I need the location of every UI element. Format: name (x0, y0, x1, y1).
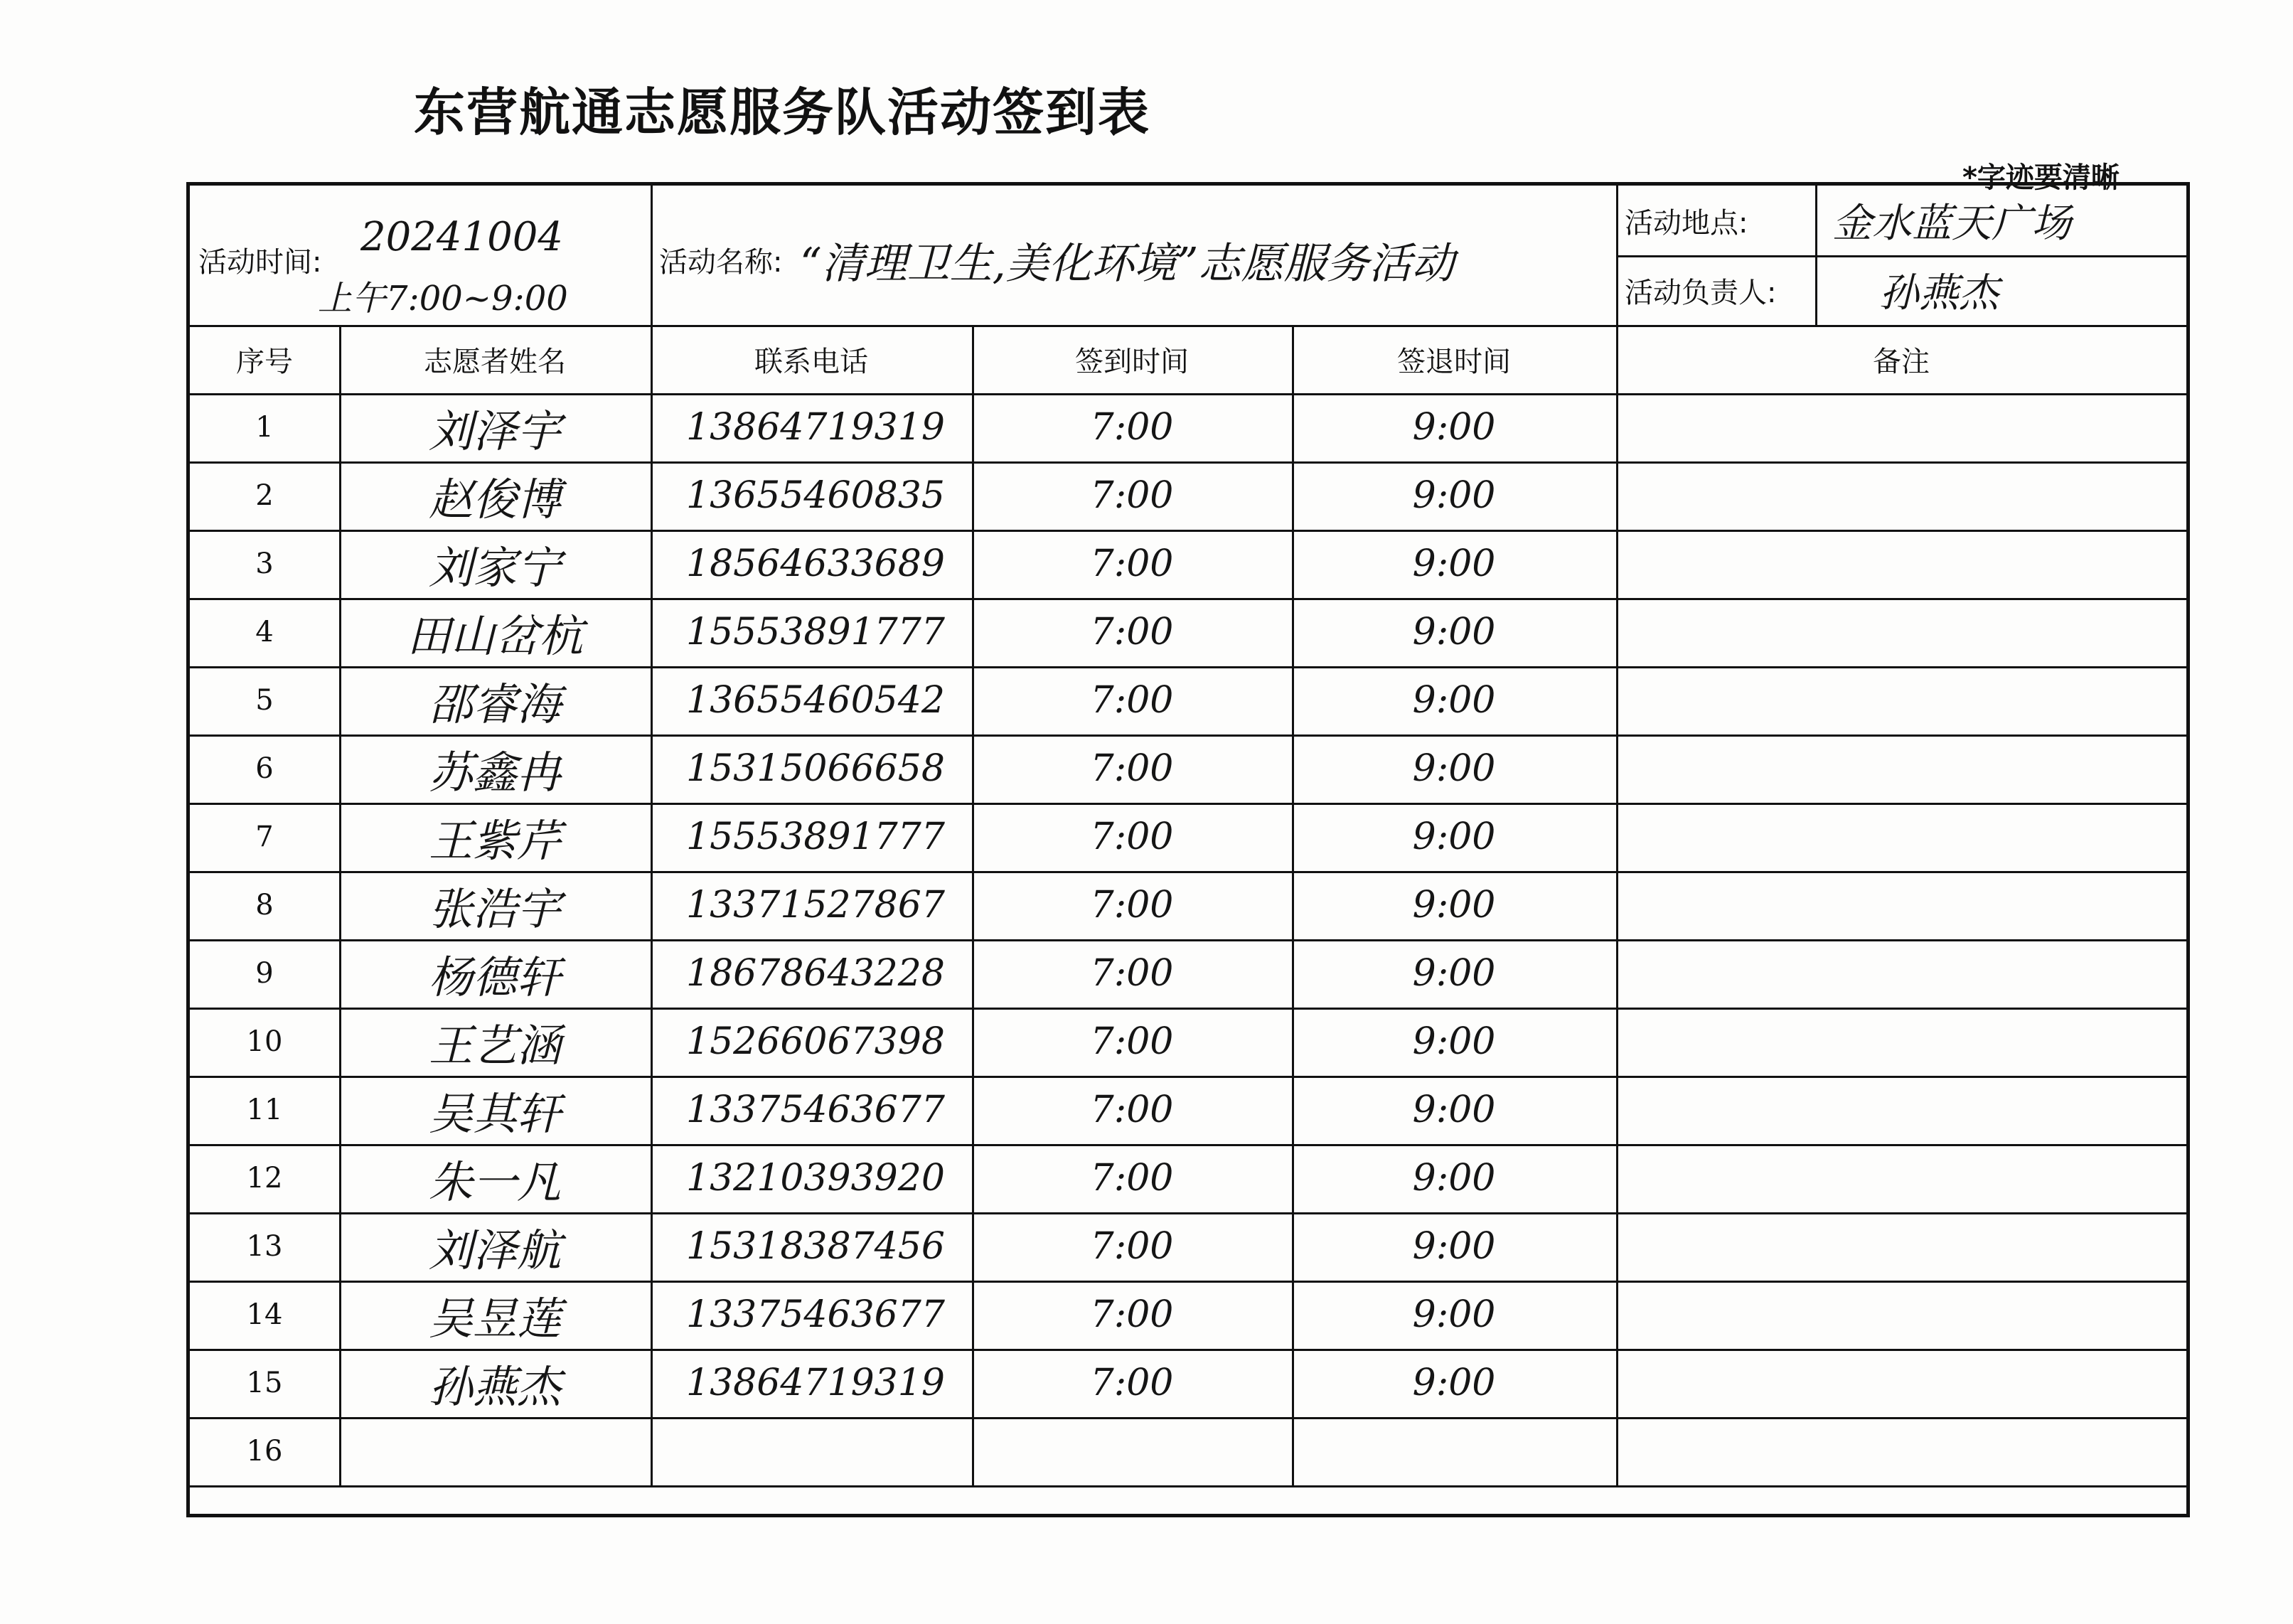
row-number: 11 (246, 1094, 283, 1126)
table-row (190, 530, 2186, 598)
sheet-title: 东营航通志愿服务队活动签到表 (413, 82, 1150, 142)
row-number: 14 (246, 1298, 283, 1331)
phone-number: 15553891777 (686, 816, 945, 858)
phone-number: 15553891777 (686, 611, 945, 653)
phone-number: 13864719319 (686, 1362, 945, 1404)
remark (1616, 803, 2186, 871)
remark (1616, 939, 2186, 1008)
activity-leader-value-cell (1815, 255, 2186, 325)
remark (1616, 871, 2186, 939)
activity-leader-value: 孙燕杰 (1879, 270, 1999, 316)
phone-number: 15318387456 (686, 1225, 945, 1268)
table-row (190, 1076, 2186, 1144)
sign-out-time: 9:00 (1412, 952, 1496, 995)
row-number: 7 (255, 821, 274, 853)
sign-out-time: 9:00 (1412, 543, 1496, 585)
col-header-remark: 备注 (1873, 345, 1930, 378)
volunteer-name (339, 1417, 651, 1485)
table-row (190, 461, 2186, 530)
col-header-no: 序号 (236, 345, 293, 378)
phone-number: 15315066658 (686, 747, 945, 790)
table-row (190, 871, 2186, 939)
activity-leader-label: 活动负责人: (1625, 276, 1777, 309)
row-number: 8 (255, 889, 274, 921)
table-row (190, 598, 2186, 666)
volunteer-name: 刘泽宇 (428, 405, 561, 457)
row-number: 13 (246, 1230, 283, 1263)
col-header-name: 志愿者姓名 (424, 345, 566, 378)
remark (1616, 393, 2186, 461)
col-header-signin: 签到时间 (1075, 345, 1189, 378)
row-number: 2 (255, 479, 274, 512)
table-row (190, 1349, 2186, 1417)
sign-in-time: 7:00 (1090, 1157, 1174, 1200)
sign-in-time: 7:00 (1090, 474, 1174, 517)
sign-out-time: 9:00 (1412, 816, 1496, 858)
activity-place-label: 活动地点: (1625, 206, 1748, 240)
sign-out-time: 9:00 (1412, 1089, 1496, 1131)
volunteer-name: 王艺涵 (428, 1019, 561, 1072)
volunteer-name: 刘泽航 (428, 1224, 561, 1276)
volunteer-name: 孙燕杰 (428, 1360, 561, 1413)
sign-out-time (1292, 1417, 1616, 1485)
sign-out-time: 9:00 (1412, 884, 1496, 926)
row-number: 3 (255, 547, 274, 580)
row-number: 4 (255, 616, 274, 648)
sign-in-time: 7:00 (1090, 611, 1174, 653)
activity-place-value-cell (1815, 186, 2186, 255)
legibility-note: *字迹要清晰 (1962, 161, 2120, 194)
sign-out-time: 9:00 (1412, 406, 1496, 449)
sign-out-time: 9:00 (1412, 1362, 1496, 1404)
sign-in-time (972, 1417, 1292, 1485)
sign-in-time: 7:00 (1090, 952, 1174, 995)
table-row (190, 734, 2186, 803)
row-number: 6 (255, 752, 274, 785)
remark (1616, 734, 2186, 803)
volunteer-name: 王紫芹 (428, 814, 561, 867)
sign-in-time: 7:00 (1090, 1020, 1174, 1063)
col-header-signout: 签退时间 (1397, 345, 1511, 378)
table-row (190, 1008, 2186, 1076)
activity-name-value: “清理卫生,美化环境”志愿服务活动 (800, 239, 1455, 289)
remark (1616, 666, 2186, 734)
volunteer-name: 朱一凡 (428, 1155, 561, 1208)
phone-number: 13375463677 (686, 1089, 945, 1131)
remark (1616, 598, 2186, 666)
activity-time-label: 活动时间: (198, 246, 322, 279)
volunteer-name: 张浩宇 (428, 882, 561, 935)
phone-number: 13375463677 (686, 1293, 945, 1336)
remark (1616, 1212, 2186, 1281)
remark (1616, 1281, 2186, 1349)
phone-number: 18678643228 (686, 952, 945, 995)
activity-place-value: 金水蓝天广场 (1832, 201, 2071, 247)
row-number: 16 (246, 1435, 283, 1468)
activity-time-cell (190, 186, 651, 325)
table-row (190, 1281, 2186, 1349)
sign-out-time: 9:00 (1412, 1225, 1496, 1268)
table-row (190, 666, 2186, 734)
remark (1616, 1349, 2186, 1417)
volunteer-name: 吴其轩 (428, 1087, 561, 1140)
activity-leader-label-cell (1616, 255, 1815, 325)
remark (1616, 1008, 2186, 1076)
remark (1616, 1417, 2186, 1485)
sign-in-time: 7:00 (1090, 1362, 1174, 1404)
row-number: 9 (255, 957, 274, 990)
activity-name-cell (651, 186, 1616, 325)
volunteer-name: 杨德轩 (428, 951, 561, 1003)
phone-number: 13210393920 (686, 1157, 945, 1200)
col-header-phone: 联系电话 (754, 345, 868, 378)
sign-in-time: 7:00 (1090, 1089, 1174, 1131)
phone-number: 13371527867 (686, 884, 945, 926)
sign-in-table (186, 182, 2190, 1517)
sign-out-time: 9:00 (1412, 1293, 1496, 1336)
phone-number: 13655460542 (686, 679, 945, 722)
sign-out-time: 9:00 (1412, 474, 1496, 517)
remark (1616, 461, 2186, 530)
table-row (190, 803, 2186, 871)
table-row (190, 1417, 2186, 1485)
volunteer-name: 刘家宁 (428, 541, 561, 594)
sign-in-time: 7:00 (1090, 747, 1174, 790)
activity-hours-value: 上午7:00~9:00 (318, 279, 568, 319)
phone-number (651, 1417, 972, 1485)
sign-in-time: 7:00 (1090, 884, 1174, 926)
phone-number: 15266067398 (686, 1020, 945, 1063)
sign-in-time: 7:00 (1090, 679, 1174, 722)
phone-number: 13655460835 (686, 474, 945, 517)
sign-out-time: 9:00 (1412, 747, 1496, 790)
sign-out-time: 9:00 (1412, 1157, 1496, 1200)
volunteer-name: 田山岔杭 (406, 609, 583, 662)
sign-out-time: 9:00 (1412, 1020, 1496, 1063)
sign-in-time: 7:00 (1090, 1293, 1174, 1336)
volunteer-name: 邵睿海 (428, 678, 561, 730)
activity-date-value: 20241004 (360, 214, 564, 260)
remark (1616, 530, 2186, 598)
remark (1616, 1076, 2186, 1144)
remark (1616, 1144, 2186, 1212)
volunteer-name: 吴昱莲 (428, 1292, 561, 1345)
sign-out-time: 9:00 (1412, 611, 1496, 653)
activity-name-label: 活动名称: (659, 246, 783, 279)
phone-number: 13864719319 (686, 406, 945, 449)
table-row (190, 939, 2186, 1008)
activity-place-label-cell (1616, 186, 1815, 255)
row-number: 5 (255, 684, 274, 717)
sign-in-time: 7:00 (1090, 406, 1174, 449)
row-number: 12 (246, 1162, 283, 1195)
row-number: 1 (255, 411, 274, 444)
table-row (190, 393, 2186, 461)
volunteer-name: 苏鑫冉 (428, 746, 561, 798)
phone-number: 18564633689 (686, 543, 945, 585)
row-number: 15 (246, 1367, 283, 1399)
row-number: 10 (246, 1025, 283, 1058)
sign-in-time: 7:00 (1090, 1225, 1174, 1268)
table-row (190, 1212, 2186, 1281)
table-row (190, 1144, 2186, 1212)
volunteer-name: 赵俊博 (428, 473, 561, 525)
sign-out-time: 9:00 (1412, 679, 1496, 722)
sign-in-time: 7:00 (1090, 816, 1174, 858)
sign-in-time: 7:00 (1090, 543, 1174, 585)
